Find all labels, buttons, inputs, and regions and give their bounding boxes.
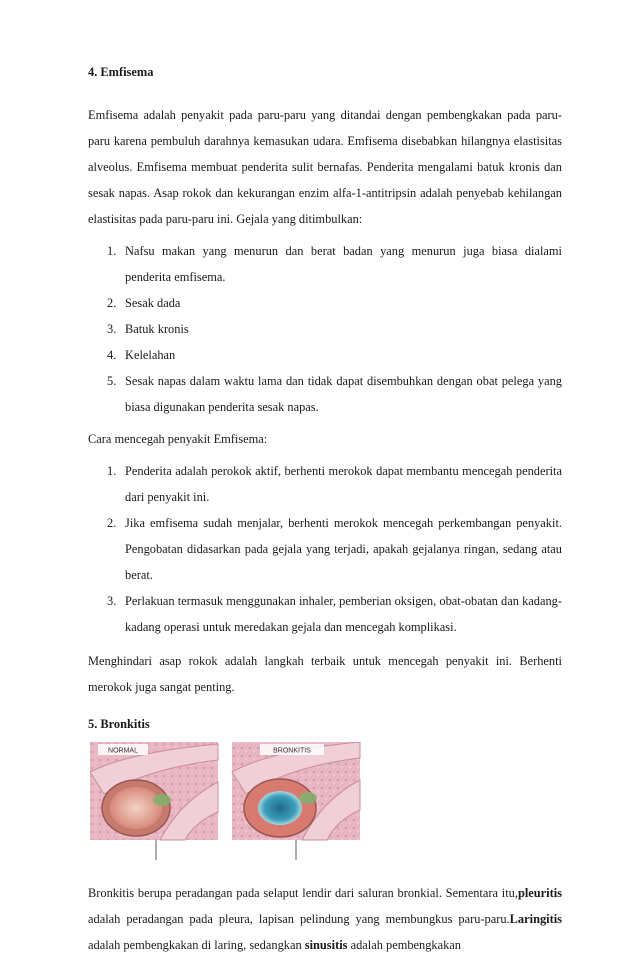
paragraph-text: adalah pembengkakan <box>347 938 461 952</box>
list-item <box>88 588 562 640</box>
list-item <box>88 238 562 290</box>
list-number: 3. <box>107 594 117 608</box>
list-item <box>88 342 562 368</box>
list-number: 1. <box>107 244 117 258</box>
list-text: Penderita adalah perokok aktif, berhenti merokok dapat membantu mencegah penderita dari penyakit ini. <box>125 464 562 504</box>
bronkitis-paragraph <box>88 880 562 958</box>
tissue-detail <box>299 792 317 804</box>
list-number: 3. <box>107 322 117 336</box>
bronkitis-label: BRONKITIS <box>273 747 311 755</box>
list-number: 1. <box>107 464 117 478</box>
paragraph-text: Bronkitis berupa peradangan pada selaput lendir dari saluran bronkial. Sementara itu, <box>88 886 518 900</box>
list-text: Nafsu makan yang menurun dan berat badan yang menurun juga biasa dialami penderita emfisema. <box>125 244 562 284</box>
list-text: Sesak dada <box>125 296 181 310</box>
list-text: Perlakuan termasuk menggunakan inhaler, pemberian oksigen, obat-obatan dan kadang-kadang operasi untuk meredakan gejala dan mencegah komplikasi. <box>125 594 562 634</box>
bronchus-comparison-figure <box>88 742 562 870</box>
term-pleuritis: pleuritis <box>517 886 562 900</box>
list-number: 4. <box>107 348 117 362</box>
list-item <box>88 458 562 510</box>
emfisema-closing-paragraph: Menghindari asap rokok adalah langkah terbaik untuk mencegah penyakit ini. Berhenti merokok juga sangat penting. <box>88 654 562 694</box>
list-text: Kelelahan <box>125 348 176 362</box>
section-heading-emfisema: 4. Emfisema <box>88 65 154 79</box>
list-number: 5. <box>107 374 117 388</box>
bronkitis-bronchus-panel <box>232 742 360 860</box>
term-sinusitis: sinusitis <box>304 938 348 952</box>
emfisema-intro-paragraph: Emfisema adalah penyakit pada paru-paru yang ditandai dengan pembengkakan pada paru-paru karena pembuluh darahnya kemasukan udara. Emfisema disebabkan hilangnya elastisitas alveolus. Emfisema membuat penderita sulit bernafas. Penderita mengalami batuk kronis dan sesak napas. Asap rokok dan kekurangan enzim alfa-1-antitripsin adalah penyebab kehilangan elastisitas pada paru-paru ini. Gejala yang ditimbulkan: <box>88 108 562 226</box>
paragraph-text: adalah pembengkakan di laring, sedangkan <box>88 938 305 952</box>
bronchus-lumen <box>110 787 162 829</box>
normal-bronchus-panel <box>90 742 218 860</box>
normal-label: NORMAL <box>108 747 138 755</box>
term-laringitis: Laringitis <box>509 912 562 926</box>
symptoms-list <box>88 238 562 420</box>
list-item <box>88 316 562 342</box>
tissue-detail <box>153 794 171 806</box>
list-item <box>88 368 562 420</box>
section-heading-bronkitis: 5. Bronkitis <box>88 717 150 731</box>
bronchus-illustration <box>90 742 380 870</box>
list-number: 2. <box>107 516 117 530</box>
page-content <box>88 62 562 958</box>
paragraph-text: adalah peradangan pada pleura, lapisan pelindung yang membungkus paru-paru. <box>88 912 510 926</box>
list-text: Batuk kronis <box>125 322 189 336</box>
list-text: Jika emfisema sudah menjalar, berhenti merokok mencegah perkembangan penyakit. Pengobatan didasarkan pada gejala yang terjadi, apakah gejalanya ringan, sedang atau berat. <box>125 516 562 582</box>
list-text: Sesak napas dalam waktu lama dan tidak dapat disembuhkan dengan obat pelega yang biasa digunakan penderita sesak napas. <box>125 374 562 414</box>
inflamed-lumen <box>258 791 302 825</box>
list-item <box>88 290 562 316</box>
prevention-list <box>88 458 562 640</box>
list-number: 2. <box>107 296 117 310</box>
list-item <box>88 510 562 588</box>
prevention-heading: Cara mencegah penyakit Emfisema: <box>88 432 268 446</box>
